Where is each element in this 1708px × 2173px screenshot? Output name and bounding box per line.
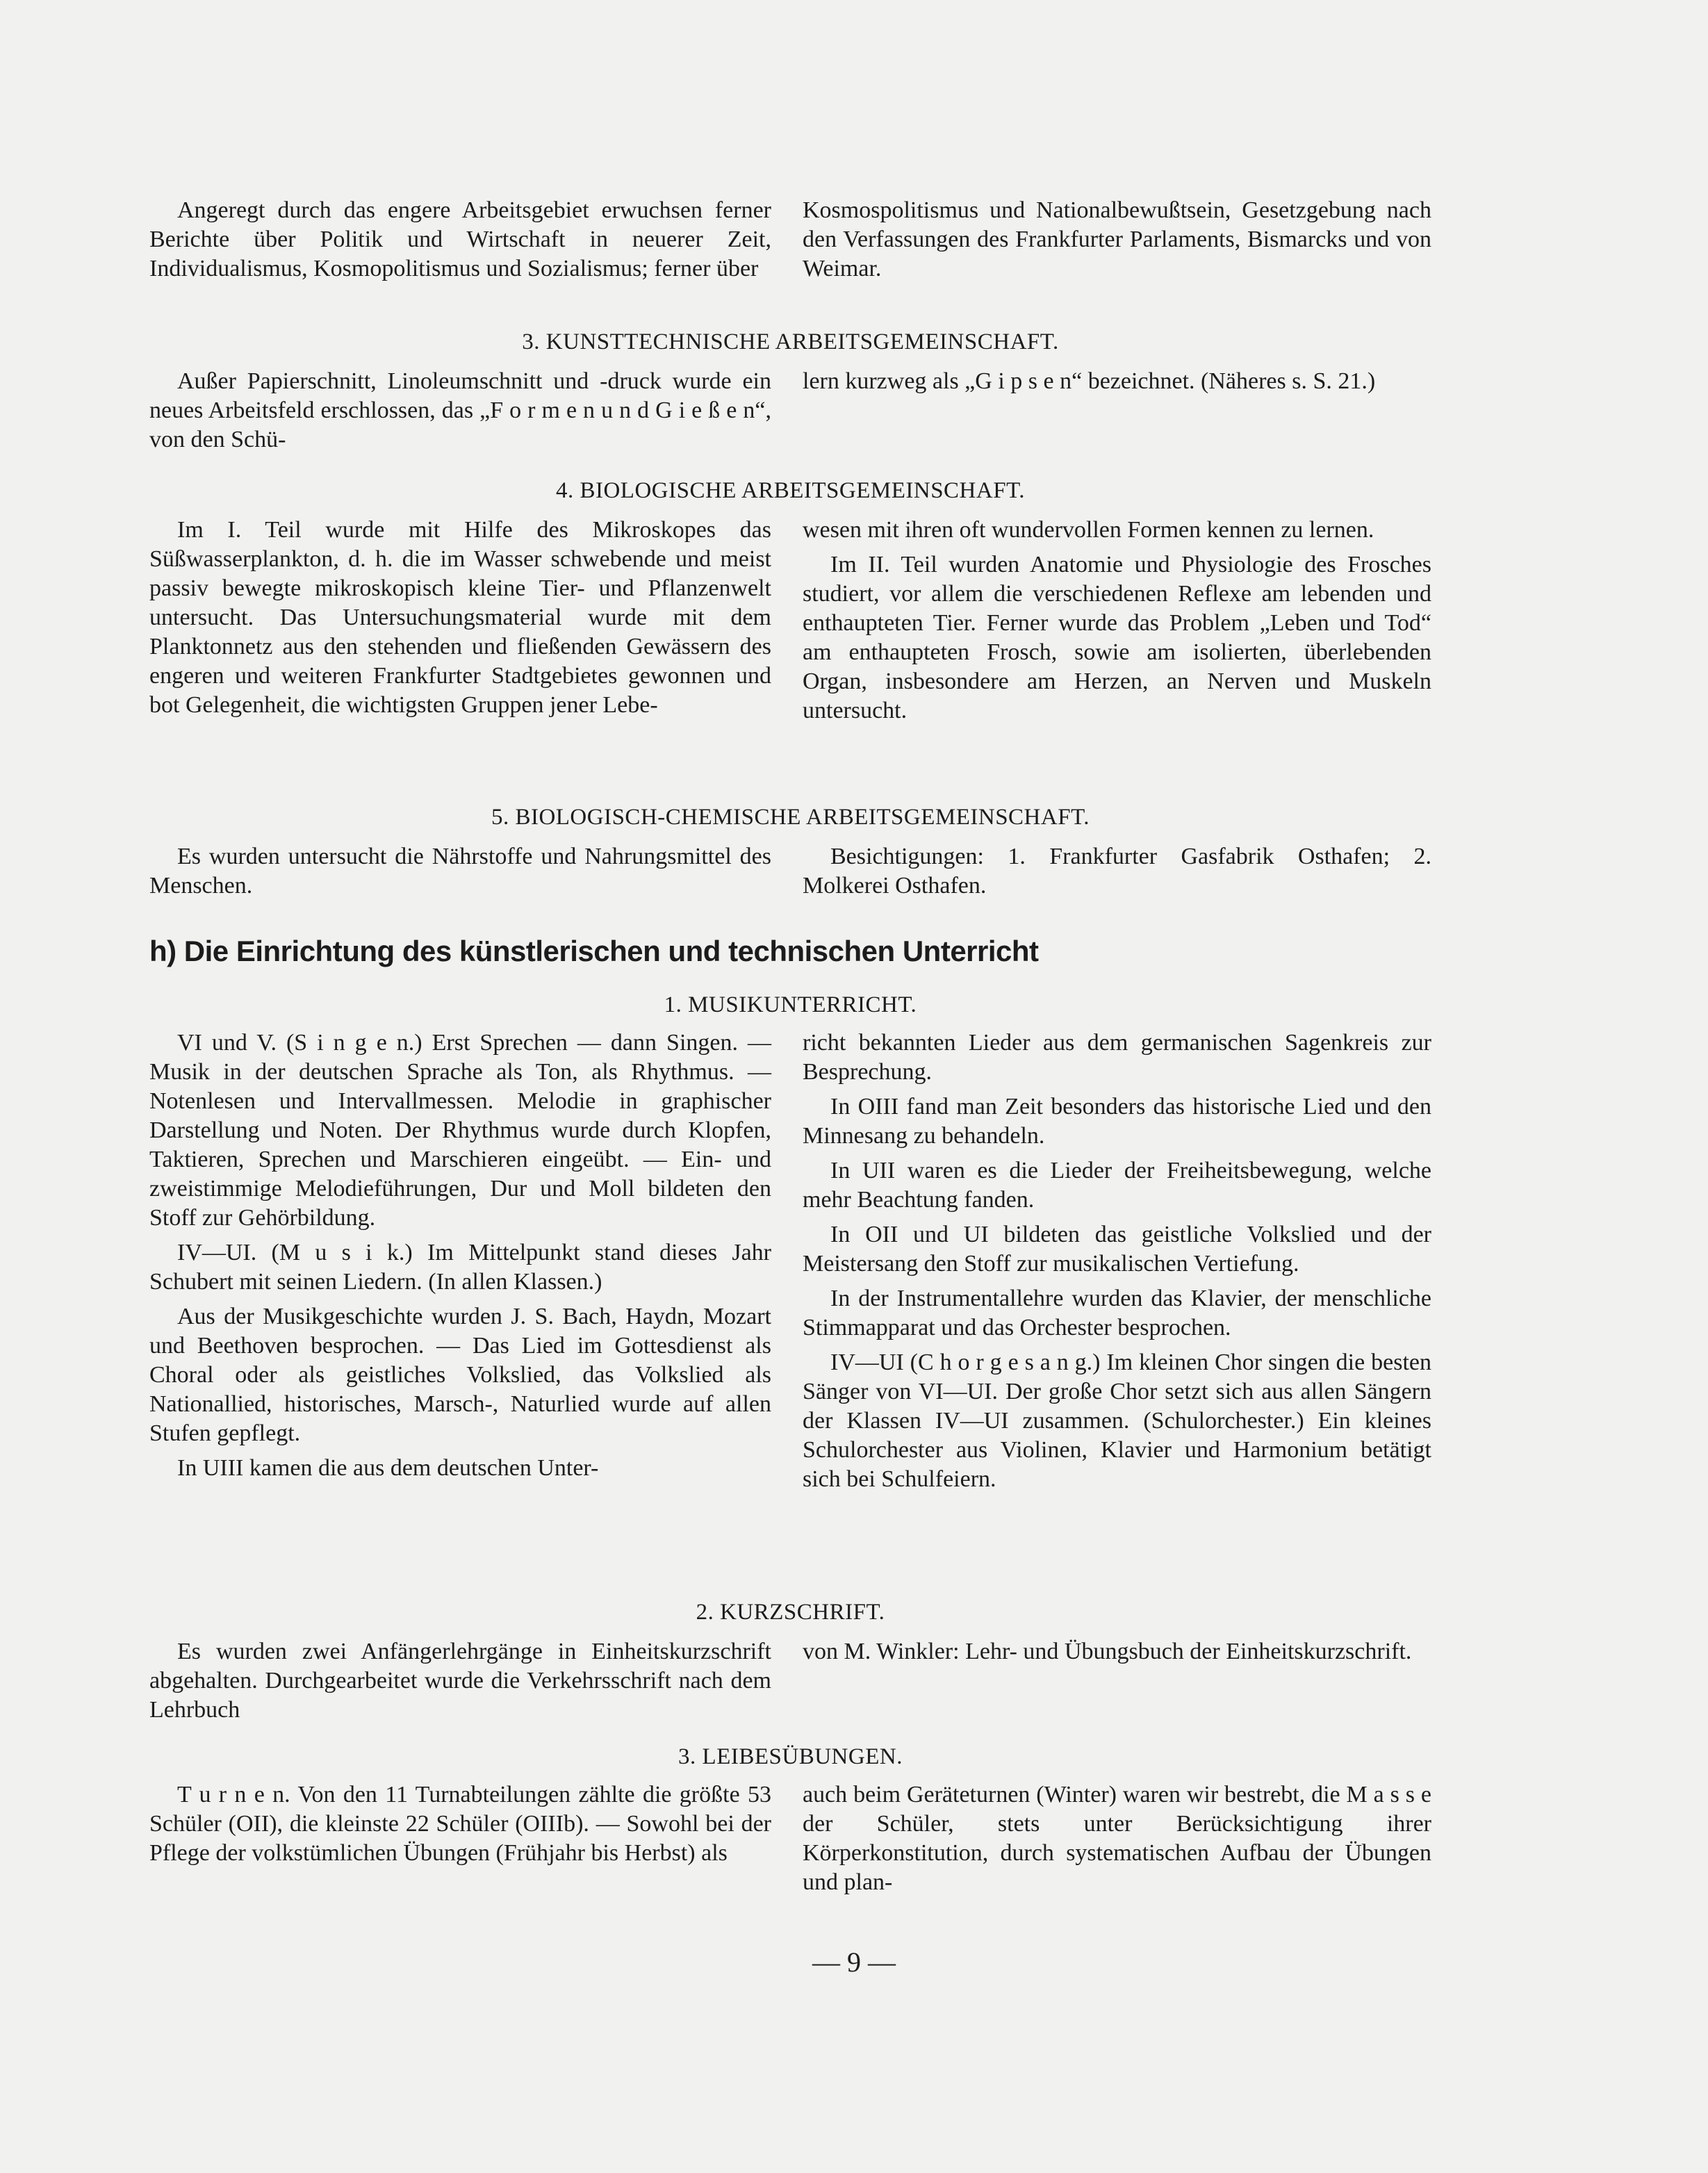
- paragraph: In der Instrumentallehre wurden das Klavier, der menschliche Stimmapparat und das Orchester besprochen.: [803, 1286, 1431, 1340]
- right-column: [803, 516, 1431, 731]
- right-column: [803, 196, 1431, 289]
- intro-section: [149, 196, 1431, 289]
- paragraph: Es wurden zwei Anfängerlehrgänge in Einheitskurzschrift abgehalten. Durchgearbeitet wurde die Verkehrsschrift nach dem Lehrbuch: [149, 1639, 771, 1723]
- paragraph: T u r n e n. Von den 11 Turnabteilungen zählte die größte 53 Schüler (OII), die kleinste 22 Schüler (OIIIb). — Sowohl bei der Pflege der volkstümlichen Übungen (Frühjahr bis Herbst) als: [149, 1782, 771, 1866]
- section-heading: 4. BIOLOGISCHE ARBEITSGEMEINSCHAFT.: [555, 478, 1026, 503]
- paragraph: In OIII fand man Zeit besonders das historische Lied und den Minnesang zu behandeln.: [803, 1094, 1431, 1149]
- section-heading: 3. LEIBESÜBUNGEN.: [678, 1744, 903, 1769]
- paragraph: Es wurden untersucht die Nährstoffe und Nahrungsmittel des Menschen.: [149, 844, 771, 899]
- kunsttechnische-section: [149, 367, 1431, 460]
- right-column: [803, 842, 1431, 906]
- paragraph: Außer Papierschnitt, Linoleumschnitt und -druck wurde ein neues Arbeitsfeld erschlossen, das „F o r m e n u n d G i e ß e n“, von den Schü-: [149, 368, 771, 452]
- page-number: — 9 —: [812, 1946, 896, 1978]
- chapter-heading: h) Die Einrichtung des künstlerischen und technischen Unterricht: [149, 935, 1039, 967]
- left-column: [149, 516, 771, 731]
- right-column: [803, 1780, 1431, 1903]
- paragraph: In UIII kamen die aus dem deutschen Unter-: [177, 1455, 599, 1481]
- right-column: [803, 1637, 1431, 1730]
- section-heading: 3. KUNSTTECHNISCHE ARBEITSGEMEINSCHAFT.: [522, 329, 1059, 354]
- paragraph: Im I. Teil wurde mit Hilfe des Mikroskopes das Süßwasserplankton, d. h. die im Wasser schwebende und meist passiv bewegte mikroskopisch kleine Tier- und Pflanzenwelt untersucht. Das Untersuchungsmaterial wurde mit dem Planktonnetz aus den stehenden und fließenden Gewässern des engeren und weiteren Frankfurter Stadtgebietes gewonnen und bot Gelegenheit, die wichtigsten Gruppen jener Lebe-: [149, 517, 771, 718]
- section-heading: 1. MUSIKUNTERRICHT.: [664, 992, 917, 1017]
- biologisch-chemische-section: [149, 842, 1431, 906]
- left-column: [149, 1637, 771, 1730]
- paragraph: VI und V. (S i n g e n.) Erst Sprechen — dann Singen. — Musik in der deutschen Sprache als Ton, als Rhythmus. — Notenlesen und Intervallmessen. Melodie in graphischer Darstellung und Noten. Der Rhythmus wurde durch Klopfen, Taktieren, Sprechen und Marschieren eingeübt. — Ein- und zweistimmige Melodieführungen, Dur und Moll bildeten den Stoff zur Gehörbildung.: [149, 1030, 771, 1231]
- paragraph: von M. Winkler: Lehr- und Übungsbuch der Einheitskurzschrift.: [803, 1639, 1412, 1664]
- paragraph: wesen mit ihren oft wundervollen Formen kennen zu lernen.: [803, 517, 1374, 543]
- section-heading: 2. KURZSCHRIFT.: [696, 1600, 885, 1625]
- paragraph: Im II. Teil wurden Anatomie und Physiologie des Frosches studiert, vor allem die verschiedenen Reflexe am lebenden und enthaupteten Tier. Ferner wurde das Problem „Leben und Tod“ am enthaupteten Frosch, sowie am isolierten, überlebenden Organ, insbesondere am Herzen, an Nerven und Muskeln untersucht.: [803, 552, 1431, 723]
- paragraph: In OII und UI bildeten das geistliche Volkslied und der Meistersang den Stoff zur musikalischen Vertiefung.: [803, 1222, 1431, 1277]
- paragraph: Besichtigungen: 1. Frankfurter Gasfabrik Osthafen; 2. Molkerei Osthafen.: [803, 844, 1431, 899]
- left-column: [149, 196, 771, 289]
- left-column: [149, 367, 771, 460]
- paragraph: IV—UI. (M u s i k.) Im Mittelpunkt stand dieses Jahr Schubert mit seinen Liedern. (In allen Klassen.): [149, 1240, 771, 1295]
- left-column: [149, 1780, 771, 1903]
- paragraph: IV—UI (C h o r g e s a n g.) Im kleinen Chor singen die besten Sänger von VI—UI. Der große Chor setzt sich aus allen Sängern der Klassen IV—UI zusammen. (Schulorchester.) Ein kleines Schulorchester aus Violinen, Klavier und Harmonium betätigt sich bei Schulfeiern.: [803, 1350, 1431, 1492]
- paragraph: auch beim Geräteturnen (Winter) waren wir bestrebt, die M a s s e der Schüler, stets unter Berücksichtigung ihrer Körperkonstitution, durch systematischen Aufbau der Übungen und plan-: [803, 1782, 1431, 1895]
- paragraph: richt bekannten Lieder aus dem germanischen Sagenkreis zur Besprechung.: [803, 1030, 1431, 1085]
- paragraph: In UII waren es die Lieder der Freiheitsbewegung, welche mehr Beachtung fanden.: [803, 1158, 1431, 1213]
- left-column: [149, 1028, 771, 1500]
- section-heading: 5. BIOLOGISCH-CHEMISCHE ARBEITSGEMEINSCHAFT.: [491, 805, 1090, 830]
- right-column: [803, 1028, 1431, 1500]
- biologische-section: [149, 516, 1431, 731]
- paragraph: Kosmospolitismus und Nationalbewußtsein, Gesetzgebung nach den Verfassungen des Frankfurter Parlaments, Bismarcks und von Weimar.: [803, 197, 1431, 281]
- left-column: [149, 842, 771, 906]
- paragraph: Aus der Musikgeschichte wurden J. S. Bach, Haydn, Mozart und Beethoven besprochen. — Das Lied im Gottesdienst als Choral oder als geistliches Volkslied, das Volkslied als Nationallied, historisches, Marsch-, Naturlied wurde auf allen Stufen gepflegt.: [149, 1304, 771, 1446]
- leibesuebungen-section: [149, 1780, 1431, 1903]
- kurzschrift-section: [149, 1637, 1431, 1730]
- paragraph: Angeregt durch das engere Arbeitsgebiet erwuchsen ferner Berichte über Politik und Wirtschaft in neuerer Zeit, Individualismus, Kosmopolitismus und Sozialismus; ferner über: [149, 197, 771, 281]
- musikunterricht-section: [149, 1028, 1431, 1500]
- paragraph: lern kurzweg als „G i p s e n“ bezeichnet. (Näheres s. S. 21.): [803, 368, 1376, 394]
- right-column: [803, 367, 1431, 460]
